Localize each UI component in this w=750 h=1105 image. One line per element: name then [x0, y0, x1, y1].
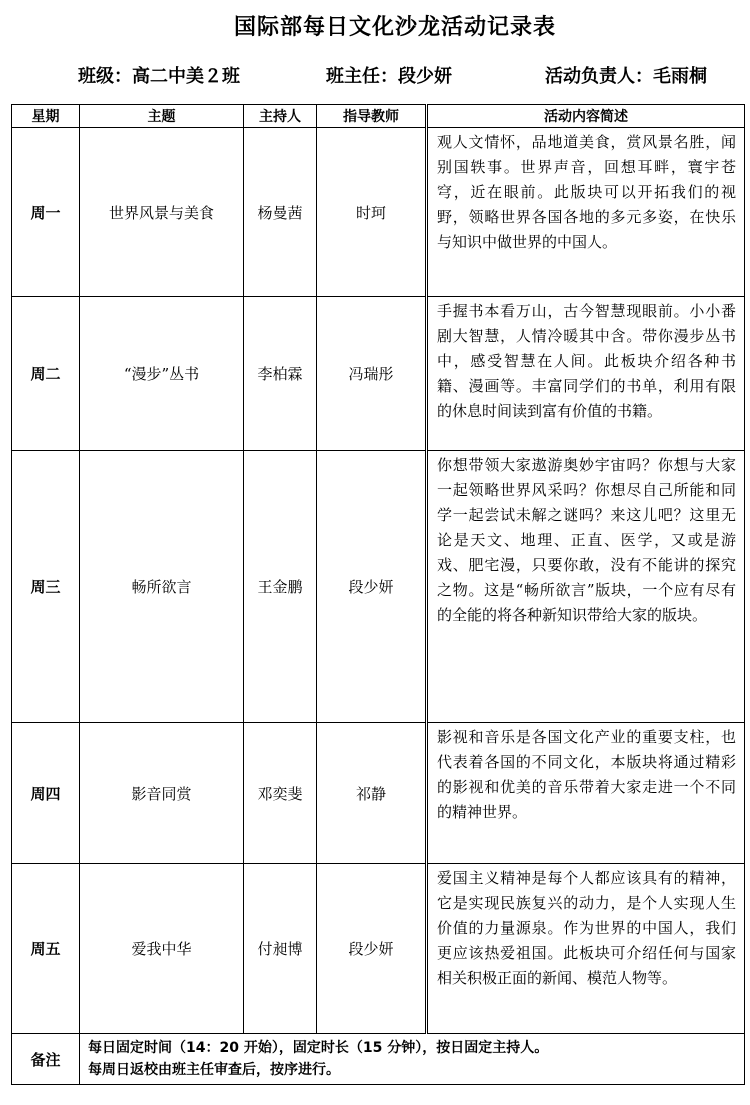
host-cell: 王金鹏 — [244, 451, 317, 723]
table-row — [12, 864, 745, 1034]
weekday-cell: 周一 — [12, 128, 80, 297]
head-teacher-info: 班主任：段少妍 — [326, 66, 452, 87]
class-info: 班级：高二中美２班 — [78, 66, 240, 87]
topic-cell: “漫步”丛书 — [80, 297, 244, 451]
remark-label: 备注 — [12, 1034, 80, 1085]
header-weekday: 星期 — [12, 105, 80, 128]
teacher-cell: 段少妍 — [317, 451, 427, 723]
topic-cell: 畅所欲言 — [80, 451, 244, 723]
remark-text — [80, 1034, 745, 1085]
host-cell: 邓奕斐 — [244, 723, 317, 864]
description-cell: 观人文情怀，品地道美食，赏风景名胜，闻别国轶事。世界声音，回想耳畔，寰宇苍穹，近在眼前。此版块可以开拓我们的视野，领略世界各国各地的多元多姿，在快乐与知识中做世界的中国人。 — [427, 128, 745, 297]
teacher-cell: 祁静 — [317, 723, 427, 864]
weekday-cell: 周五 — [12, 864, 80, 1034]
host-cell: 李柏霖 — [244, 297, 317, 451]
table-row — [12, 723, 745, 864]
activity-record-table — [11, 104, 745, 1085]
header-description: 活动内容简述 — [427, 105, 745, 128]
remark-row — [12, 1034, 745, 1085]
header-host: 主持人 — [244, 105, 317, 128]
teacher-cell: 时珂 — [317, 128, 427, 297]
weekday-cell: 周三 — [12, 451, 80, 723]
header-teacher: 指导教师 — [317, 105, 427, 128]
remark-line-2: 每周日返校由班主任审查后，按序进行。 — [88, 1062, 340, 1078]
header-topic: 主题 — [80, 105, 244, 128]
table-header-row — [12, 105, 745, 128]
table-row — [12, 297, 745, 451]
remark-line-1: 每日固定时间（14：20 开始），固定时长（15 分钟），按日固定主持人。 — [88, 1040, 549, 1056]
description-cell: 爱国主义精神是每个人都应该具有的精神，它是实现民族复兴的动力，是个人实现人生价值的力量源泉。作为世界的中国人，我们更应该热爱祖国。此板块可介绍任何与国家相关积极正面的新闻、模范人物等。 — [427, 864, 745, 1034]
description-cell: 手握书本看万山，古今智慧现眼前。小小番剧大智慧，人情冷暖其中含。带你漫步丛书中，感受智慧在人间。此板块介绍各种书籍、漫画等。丰富同学们的书单，利用有限的休息时间读到富有价值的书籍。 — [427, 297, 745, 451]
topic-cell: 爱我中华 — [80, 864, 244, 1034]
description-cell: 影视和音乐是各国文化产业的重要支柱，也代表着各国的不同文化，本版块将通过精彩的影视和优美的音乐带着大家走进一个不同的精神世界。 — [427, 723, 745, 864]
weekday-cell: 周二 — [12, 297, 80, 451]
page-title: 国际部每日文化沙龙活动记录表 — [233, 15, 556, 40]
host-cell: 杨曼茜 — [244, 128, 317, 297]
topic-cell: 世界风景与美食 — [80, 128, 244, 297]
description-cell: 你想带领大家遨游奥妙宇宙吗？你想与大家一起领略世界风采吗？你想尽自己所能和同学一起尝试未解之谜吗？来这儿吧？这里无论是天文、地理、正直、医学，又或是游戏、肥宅漫，只要你敢，没有不能讲的探究之物。这是“畅所欲言”版块，一个应有尽有的全能的将各种新知识带给大家的版块。 — [427, 451, 745, 723]
weekday-cell: 周四 — [12, 723, 80, 864]
table-row — [12, 451, 745, 723]
host-cell: 付昶博 — [244, 864, 317, 1034]
info-line — [0, 62, 750, 90]
topic-cell: 影音同赏 — [80, 723, 244, 864]
teacher-cell: 冯瑞彤 — [317, 297, 427, 451]
teacher-cell: 段少妍 — [317, 864, 427, 1034]
activity-leader-info: 活动负责人：毛雨桐 — [545, 66, 707, 87]
table-row — [12, 128, 745, 297]
